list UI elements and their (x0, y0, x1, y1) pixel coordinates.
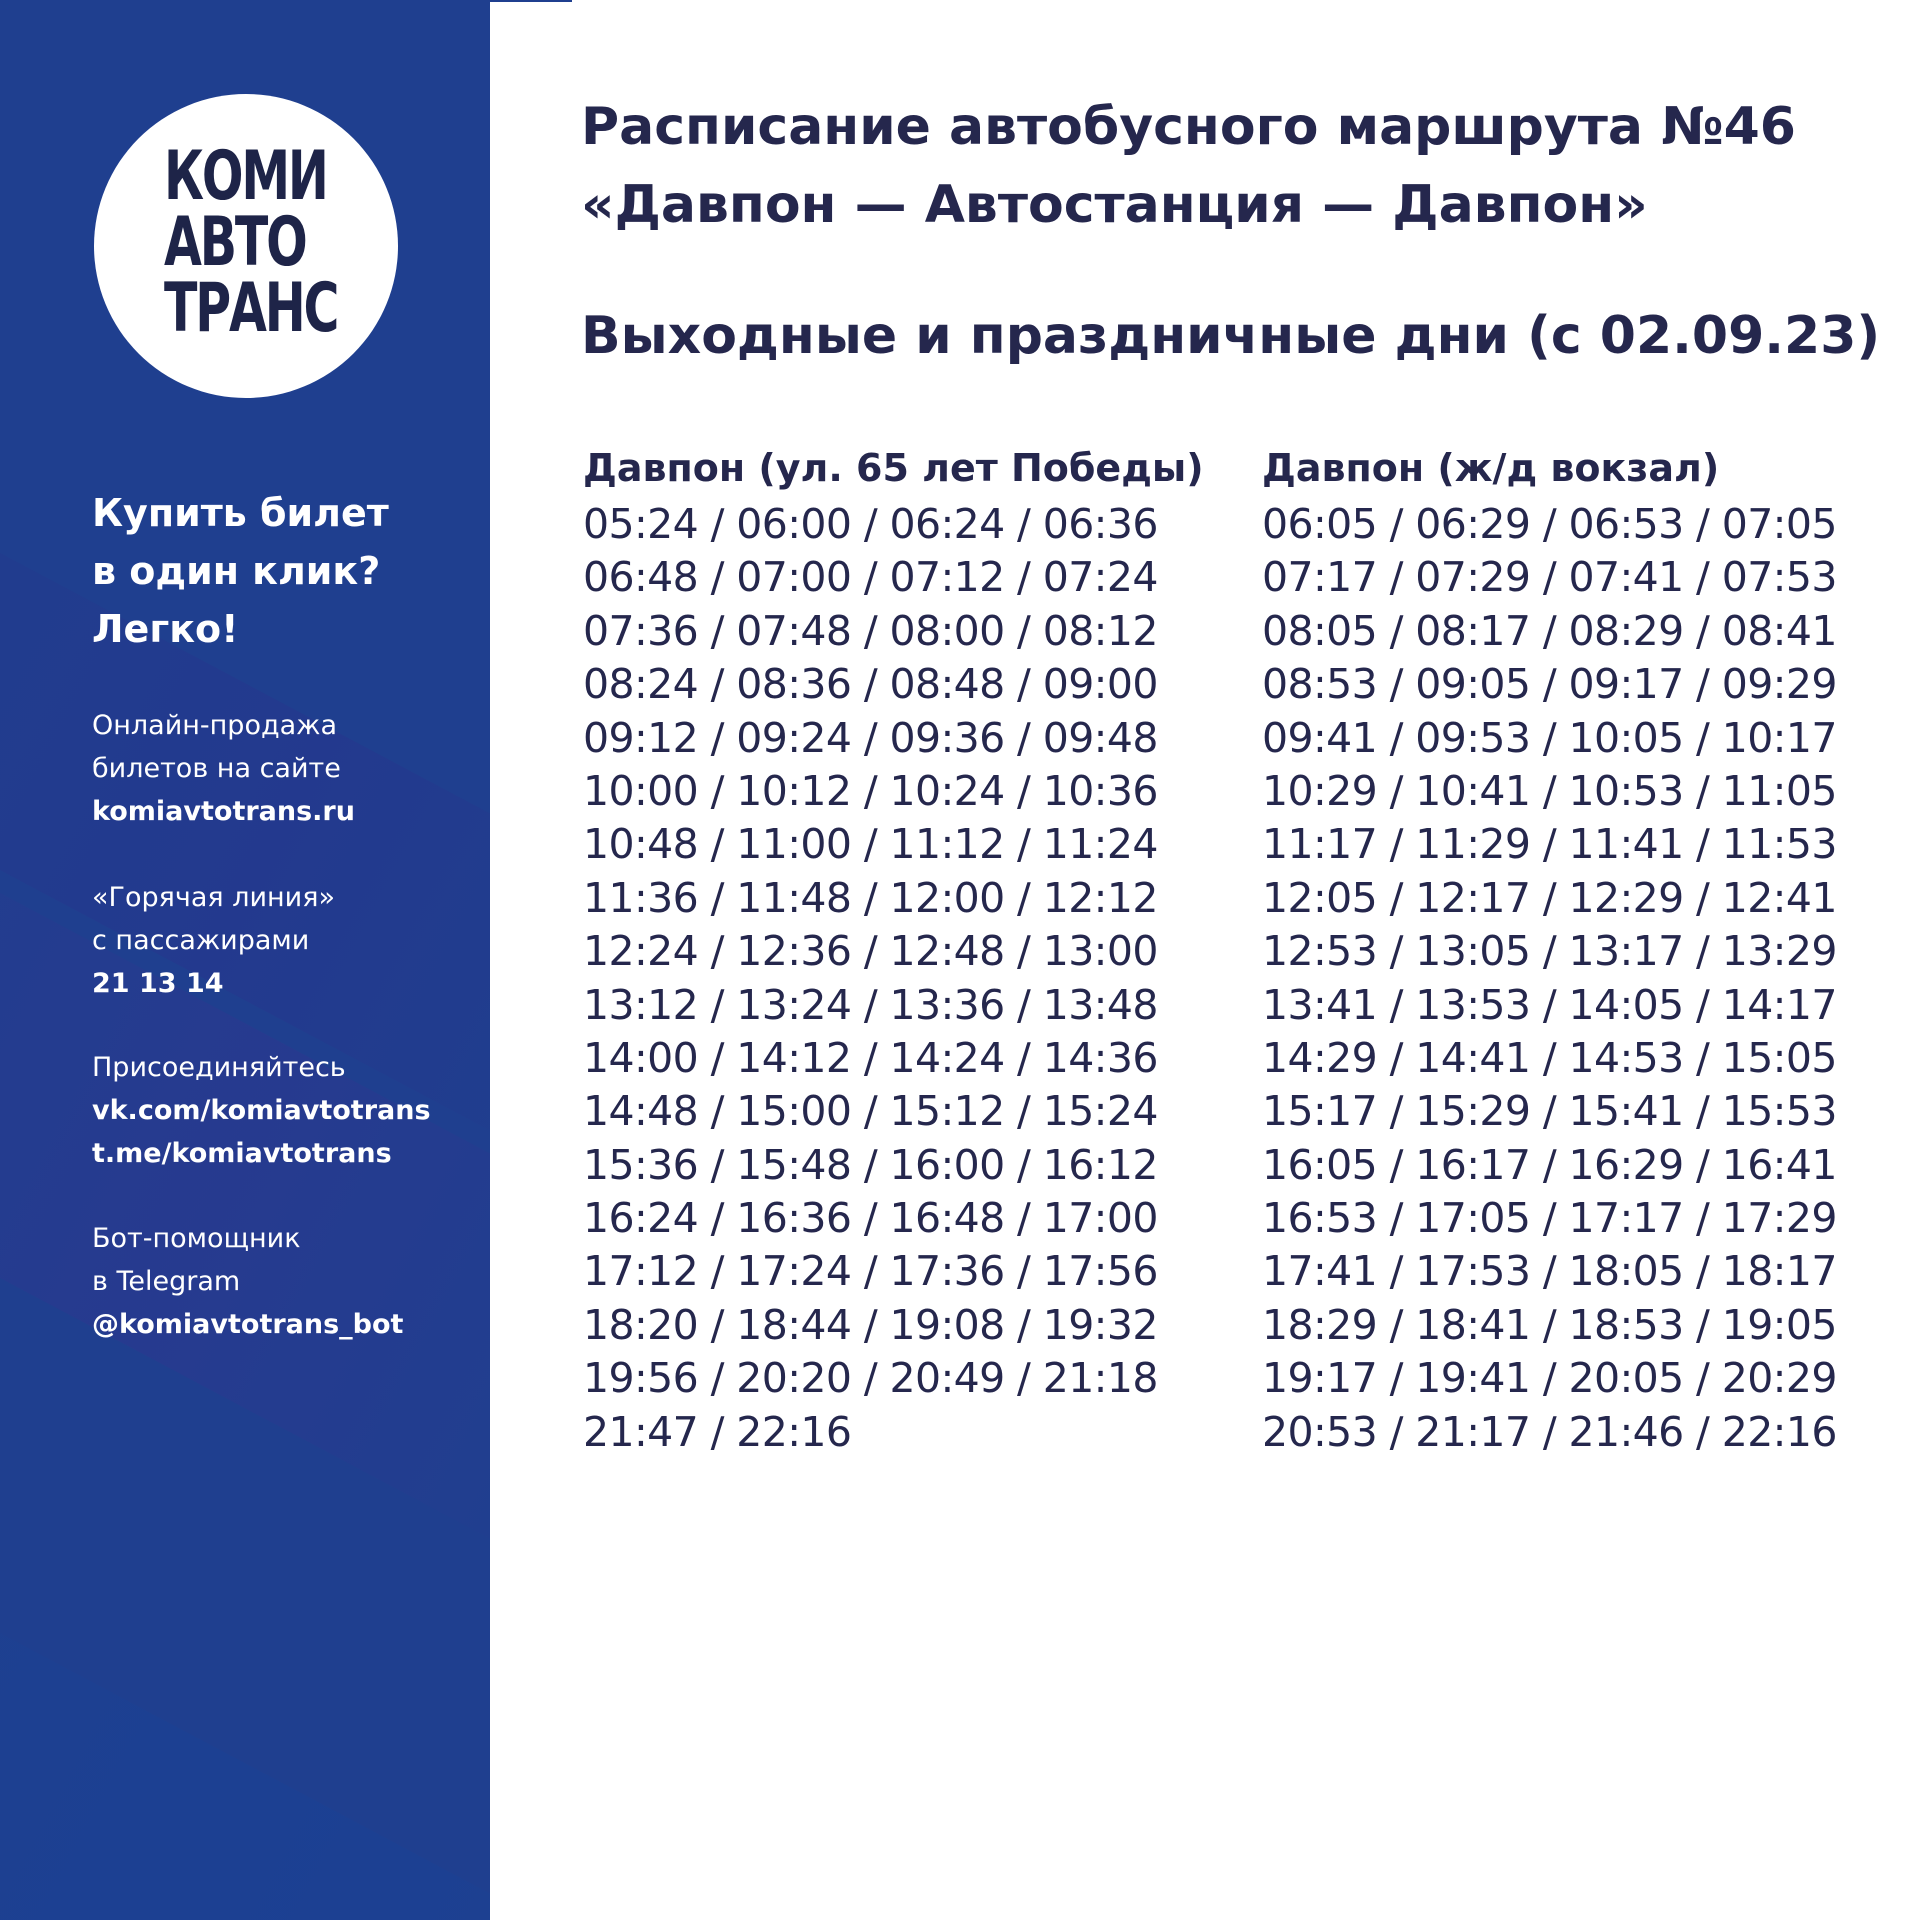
time-row: 19:56 / 20:20 / 20:49 / 21:18 (583, 1354, 1158, 1403)
logo-line: КОМИ (164, 137, 327, 216)
time-row: 09:41 / 09:53 / 10:05 / 10:17 (1262, 713, 1837, 762)
promo-title-line: в один клик? (92, 549, 381, 593)
time-row: 20:53 / 21:17 / 21:46 / 22:16 (1262, 1407, 1837, 1456)
time-row: 11:36 / 11:48 / 12:00 / 12:12 (583, 873, 1158, 922)
time-row: 19:17 / 19:41 / 20:05 / 20:29 (1262, 1354, 1837, 1403)
bot-text: Бот-помощник (92, 1223, 301, 1254)
page-title-line: «Давпон — Автостанция — Давпон» (581, 175, 1648, 235)
time-row: 05:24 / 06:00 / 06:24 / 06:36 (583, 500, 1158, 548)
time-row: 16:53 / 17:05 / 17:17 / 17:29 (1262, 1194, 1837, 1243)
sidebar-decor-stripe (0, 1500, 490, 1920)
logo-line: ТРАНС (164, 269, 338, 348)
page-title (581, 88, 1796, 244)
promo-title-line: Купить билет (92, 491, 389, 535)
time-row: 14:00 / 14:12 / 14:24 / 14:36 (583, 1033, 1158, 1082)
website-link[interactable]: komiavtotrans.ru (92, 796, 355, 827)
time-row: 14:29 / 14:41 / 14:53 / 15:05 (1262, 1033, 1837, 1082)
column-header: Давпон (ж/д вокзал) (1262, 446, 1720, 490)
promo-title-line: Легко! (92, 607, 239, 651)
time-row: 06:48 / 07:00 / 07:12 / 07:24 (583, 553, 1158, 602)
telegram-link[interactable]: t.me/komiavtotrans (92, 1138, 392, 1169)
time-row: 12:24 / 12:36 / 12:48 / 13:00 (583, 927, 1158, 976)
logo-line: АВТО (164, 203, 306, 282)
schedule-column-65-let-pobedy (583, 438, 1204, 1459)
time-row: 08:53 / 09:05 / 09:17 / 09:29 (1262, 660, 1837, 709)
hotline-text: с пассажирами (92, 925, 310, 956)
time-row: 18:20 / 18:44 / 19:08 / 19:32 (583, 1300, 1158, 1349)
vk-link[interactable]: vk.com/komiavtotrans (92, 1095, 431, 1126)
time-row: 13:12 / 13:24 / 13:36 / 13:48 (583, 980, 1158, 1029)
time-row: 16:24 / 16:36 / 16:48 / 17:00 (583, 1194, 1158, 1243)
time-row: 09:12 / 09:24 / 09:36 / 09:48 (583, 713, 1158, 762)
time-row: 17:41 / 17:53 / 18:05 / 18:17 (1262, 1247, 1837, 1296)
company-logo (94, 94, 398, 398)
column-header: Давпон (ул. 65 лет Победы) (583, 446, 1204, 490)
time-row: 13:41 / 13:53 / 14:05 / 14:17 (1262, 980, 1837, 1029)
time-row: 10:48 / 11:00 / 11:12 / 11:24 (583, 820, 1158, 869)
top-decor-line (490, 0, 572, 2)
time-row: 15:17 / 15:29 / 15:41 / 15:53 (1262, 1087, 1837, 1136)
time-row: 17:12 / 17:24 / 17:36 / 17:56 (583, 1247, 1158, 1296)
time-row: 14:48 / 15:00 / 15:12 / 15:24 (583, 1087, 1158, 1136)
time-row: 15:36 / 15:48 / 16:00 / 16:12 (583, 1140, 1158, 1189)
page-title-line: Расписание автобусного маршрута №46 (581, 97, 1796, 157)
online-sale-block (92, 704, 482, 833)
time-row: 21:47 / 22:16 (583, 1407, 852, 1456)
bot-handle-link[interactable]: @komiavtotrans_bot (92, 1309, 404, 1340)
time-row: 10:00 / 10:12 / 10:24 / 10:36 (583, 766, 1158, 815)
time-row: 07:36 / 07:48 / 08:00 / 08:12 (583, 606, 1158, 655)
time-row: 16:05 / 16:17 / 16:29 / 16:41 (1262, 1140, 1837, 1189)
time-row: 06:05 / 06:29 / 06:53 / 07:05 (1262, 500, 1837, 548)
time-row: 18:29 / 18:41 / 18:53 / 19:05 (1262, 1300, 1837, 1349)
time-row: 11:17 / 11:29 / 11:41 / 11:53 (1262, 820, 1837, 869)
social-block (92, 1046, 482, 1175)
time-row: 08:05 / 08:17 / 08:29 / 08:41 (1262, 606, 1837, 655)
departure-times-list (1262, 498, 1837, 1459)
time-row: 08:24 / 08:36 / 08:48 / 09:00 (583, 660, 1158, 709)
hotline-block (92, 876, 482, 1005)
hotline-text: «Горячая линия» (92, 882, 335, 913)
logo-wordmark (164, 137, 338, 348)
time-row: 12:53 / 13:05 / 13:17 / 13:29 (1262, 927, 1837, 976)
departure-times-list (583, 498, 1204, 1459)
sidebar (0, 0, 490, 1920)
online-sale-text: билетов на сайте (92, 753, 341, 784)
time-row: 12:05 / 12:17 / 12:29 / 12:41 (1262, 873, 1837, 922)
schedule-period-subtitle: Выходные и праздничные дни (с 02.09.23) (581, 306, 1881, 366)
time-row: 10:29 / 10:41 / 10:53 / 11:05 (1262, 766, 1837, 815)
hotline-phone[interactable]: 21 13 14 (92, 968, 224, 999)
bot-text: в Telegram (92, 1266, 241, 1297)
time-row: 07:17 / 07:29 / 07:41 / 07:53 (1262, 553, 1837, 602)
social-label: Присоединяйтесь (92, 1052, 346, 1083)
schedule-column-railway-station (1262, 438, 1837, 1459)
online-sale-text: Онлайн-продажа (92, 710, 338, 741)
bot-block (92, 1217, 482, 1346)
promo-title (92, 484, 472, 658)
